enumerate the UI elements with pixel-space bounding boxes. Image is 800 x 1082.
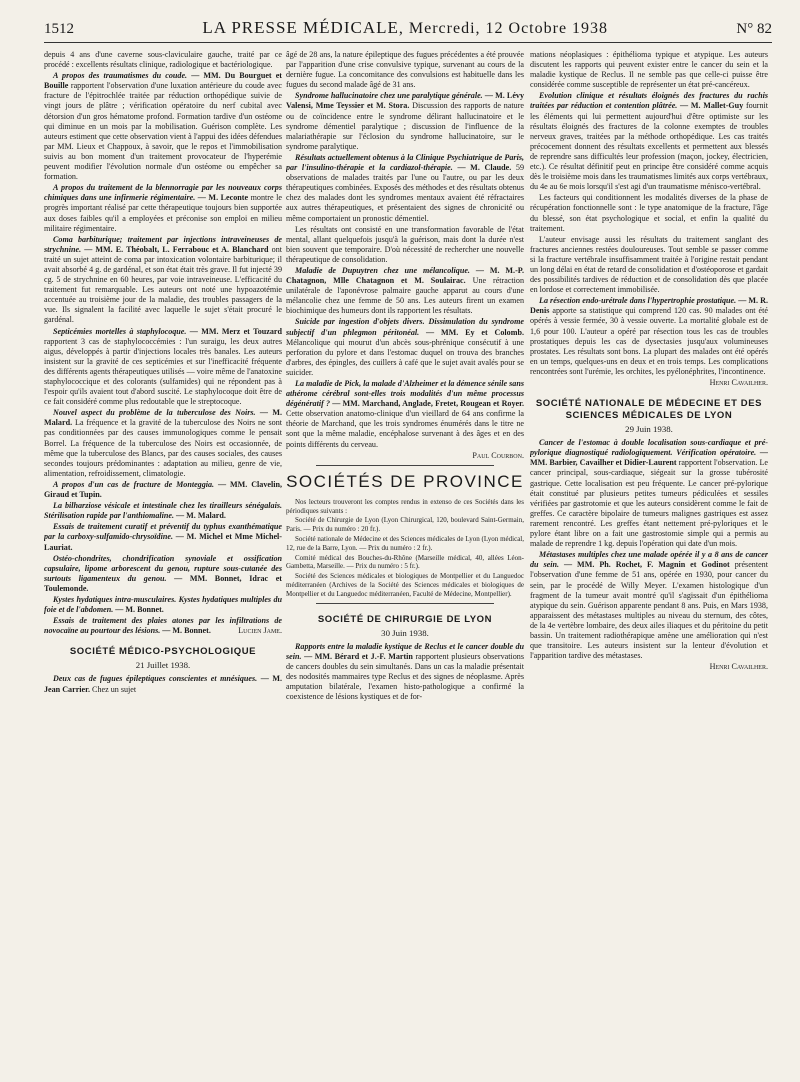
article: Ostéo-chondrites, chondrification synoviale et ossification capsulaire, lipome arborescent du genou, rupture sous-cutanée des surtouts ligamenteux du genou. — MM. Bonnet, Idrac et Toulemonde. (44, 553, 282, 593)
header-rule (44, 42, 772, 43)
periodical-item: Société de Chirurgie de Lyon (Lyon Chirurgical, 120, boulevard Saint-Germain, Paris. — Prix du numéro : 20 fr.). (286, 516, 524, 534)
section-title: SOCIÉTÉ DE CHIRURGIE DE LYON (317, 613, 493, 625)
paragraph: depuis 4 ans d'une caverne sous-claviculaire gauche, traité par ce procédé : excellents résultats clinique, radiologique et bactériologique. (44, 50, 282, 70)
signature: Lucien Jame. (238, 626, 282, 636)
signature: Henri Cavailher. (709, 378, 768, 387)
article: Septicémies mortelles à staphylocoque. — MM. Merz et Touzard rapportent 3 cas de staphylococcémies : l'un suraigu, les deux autres aigus, développés à partir d'injections locales très banales. Les auteurs insistent sur la gravité de ces septicémies et sur l'inefficacité fréquente des différents agents thérapeutiques utilisés — voire même de l'anatoxine staphylococcique et des colorants (sulfamides) qui ne répondent pas à l'espoir qu'ils avaient tout d'abord suscité. Le staphylocoque doit être de ce fait considéré comme plus redoutable que le streptocoque. (44, 326, 282, 407)
signature: Henri Cavailher. (709, 662, 768, 672)
article: Deux cas de fugues épileptiques conscientes et mnésiques. — M. Jean Carrier. Chez un sujet (44, 674, 282, 694)
province-intro: Nos lecteurs trouveront les comptes rendus in extenso de ces Sociétés dans les périodiques suivants : (286, 497, 524, 515)
article: A propos d'un cas de fracture de Monteggia. — MM. Clavelin, Giraud et Tupin. (44, 479, 282, 500)
article: La résection endo-urétrale dans l'hypertrophie prostatique. — M. R. Denis apporte sa statistique qui comprend 120 cas. 90 malades ont été opérés à vessie fermée, 30 à vessie ouverte. La mortalité globale est de 1,6 pour 100. L'auteur a opéré par résection tous les cas de troubles prostatiques depuis les cas de dysectasies jusqu'aux volumineuses prostates. Les résultats sont bons. La plupart des malades ont été opérés en un temps, quelques-uns en deux et en trois temps. Les complications rencontrées sont l'urémie, les orchites, les pyélonéphrites, l'incontinence. (530, 296, 768, 376)
separator (316, 603, 494, 604)
article: Nouvel aspect du problème de la tuberculose des Noirs. — M. Malard. La fréquence et la gravité de la tuberculose des Noirs ne sont pas conditionnées par des causes immunologiques comme le pensait Borrel. La fréquence de la tuberculose des Noirs est occasionnée, de même que la tuberculose des Blancs, par des causes sociales, des causes secondes toujours prédominantes : adaptation au milieu, genre de vie, alimentation, refroidissement, climatologie. (44, 408, 282, 478)
article: Métastases multiples chez une malade opérée il y a 8 ans de cancer du sein. — MM. Ph. Rochet, F. Magnin et Godinot présentent l'observation d'une femme de 51 ans, opérée en 1930, pour cancer du sein, par le procédé de Willy Meyer. L'examen histologique d'un fragment de la tumeur avait montré qu'il s'agissait d'un épithélioma atypique du sein. Guérison apparente pendant 8 ans. Puis, en Mars 1938, apparaissent des métastases multiples au niveau du sternum, des côtes, de la 4e vertèbre lombaire, des deux ailes iliaques et du péritoine du petit bassin. Un traitement radiothérapique amène une amélioration qui n'est que transitoire. Les auteurs insistent sur la lenteur d'évolution et l'apparition tardive des métastases. (530, 550, 768, 661)
article: Kystes hydatiques intra-musculaires. Kystes hydatiques multiples du foie et de l'abdomen. — M. Bonnet. (44, 594, 282, 615)
article: A propos des traumatismes du coude. — MM. Du Bourguet et Bouille rapportent l'observation d'une luxation antérieure du coude avec fracture de l'épitrochlée traitée par réduction orthopédique suivie de vingt jours de plâtre ; vérification opératoire du nerf cubital avec détorsion d'un gros hématome profond. Formation tardive d'un ostéome qui diminue en un mois par la mobilisation. Guérison complète. Les auteurs estiment que cette observation vient à l'appui des idées défendues par MM. Lieux et Chappoux, à savoir, que le repos et l'immobilisation suivis au bon moment d'un traitement provocateur de l'hyperémie peuvent modifier l'évolution normale d'un ostéome ou empêcher sa formation. (44, 71, 282, 182)
section-date: 30 Juin 1938. (381, 627, 429, 638)
issue-number: N° 82 (736, 21, 772, 37)
article: Evolution clinique et résultats éloignés des fractures du rachis traitées par réduction et contention plâtrée. — M. Mallet-Guy fournit les éléments qui lui permettent aujourd'hui d'être optimiste sur les résultats éloignés des fractures de la colonne exemptes de troubles nerveux graves, traitées par la méthode orthopédique. Les cas traités précocement donnent des résultats excellents et permettent aux blessés de reprendre sans difficultés leur profession (maçon, jockey, électricien, etc.). Ce résultat définitif peut en principe être considéré comme acquis dès le troisième mois dans les traumatismes limités aux corps vertébraux, du 4e au 6e mois lorsqu'il s'est agi d'un traumatisme ménisco-vertébral. (530, 91, 768, 192)
province-intro-block (286, 498, 524, 599)
article: Résultats actuellement obtenus à la Clinique Psychiatrique de Paris, par l'insulino-thérapie et la cardiazol-thérapie. — M. Claude. 59 observations de malades traités par l'une ou l'autre, ou par les deux thérapeutiques combinées. Exposés des méthodes et des résultats obtenus chez des malades dont les syndromes mentaux avaient été réfractaires aux autres thérapeutiques, et présentaient des signes de chronicité ou même comportaient un pronostic démentiel. (286, 152, 524, 223)
paragraph: âgé de 28 ans, la nature épileptique des fugues précédentes a été prouvée par l'apparition d'une crise convulsive typique, survenant au cours de la dernière fugue. La concomitance des convulsions est habituelle dans les fugues du second malade âgé de 31 ans. (286, 50, 524, 90)
article: A propos du traitement de la blennorragie par les nouveaux corps chimiques dans une infirmerie régimentaire. — M. Leconte montre le progrès important réalisé par cette thérapeutique toujours bien supportée aux doses faibles qu'il a employées et préconise son emploi en milieu militaire régimentaire. (44, 183, 282, 233)
paragraph: Les résultats ont consisté en une transformation favorable de l'état mental, allant quelquefois jusqu'à la guérison, mais dont la durée n'est bien souvent que temporaire. D'où nécessité de rechercher une nouvelle thérapeutique de consolidation. (286, 224, 524, 264)
periodical-item: Comité médical des Bouches-du-Rhône (Marseille médical, 40, allées Léon-Gambetta, Marseille. — Prix du numéro : 5 fr.). (286, 553, 524, 571)
paragraph: mations néoplasiques : épithélioma typique et atypique. Les auteurs discutent les rapports qui peuvent exister entre le cancer du sein et la maladie kystique de Reclus. Il ne semble pas que celle-ci puisse être considérée comme susceptible de représenter un état pré-cancéreux. (530, 50, 768, 90)
journal-title-line (202, 18, 608, 38)
separator (316, 465, 494, 466)
article: Coma barbiturique; traitement par injections intraveineuses de strychnine. — MM. E. Théobalt, L. Ferrabouc et A. Blanchard ont traité un sujet atteint de coma par intoxication volontaire barbiturique; il avait absorbé 4 g. de gardénal, et son état était très grave. Il fut injecté 39 cg. 5 de strychnine en 60 heures, par voie intraveineuse. L'efficacité du traitement fut remarquable. Les auteurs ont noté une hypoazotémie accentuée au troisième jour de la maladie, des troubles passagers de la vue. Ils signalent la facilité avec laquelle le sujet s'était procuré le gardénal. (44, 234, 282, 325)
article: La bilharziose vésicale et intestinale chez les tirailleurs sénégalais. Stérilisation rapide par l'anthiomaline. — M. Malard. (44, 501, 282, 521)
article: Syndrome hallucinatoire chez une paralytique générale. — M. Lévy Valensi, Mme Teyssier et M. Stora. Discussion des rapports de nature ou de coïncidence entre le syndrome délirant hallucinatoire et le syndrome démentiel paralytique ; discussion de l'influence de la malariathérapie sur l'éclosion du syndrome hallucinatoire, sur le syndrome paralytique. (286, 91, 524, 151)
column-1 (44, 50, 282, 1070)
issue-date: , Mercredi, 12 Octobre 1938 (398, 20, 609, 37)
page-number: 1512 (44, 21, 74, 37)
column-3 (530, 50, 768, 1070)
article: Essais de traitement curatif et préventif du typhus exanthématique par la carboxy-sulfamido-chrysoïdine. — M. Michel et Mme Michel-Lauriat. (44, 522, 282, 552)
section-date: 21 Juillet 1938. (135, 660, 191, 671)
article: Rapports entre la maladie kystique de Reclus et le cancer double du sein. — MM. Bérard et J.-F. Martin rapportent plusieurs observations de cancers doubles du sein simultanés. Dans un cas la maladie présentait des nodosités mammaires type Reclus et des signes de néoplasme. Après amputation bilatérale, l'examen histo-pathologique a confirmé la coexistence de lésions kystiques et de for- (286, 641, 524, 702)
section-date: 29 Juin 1938. (625, 424, 673, 435)
signature: Paul Courbon. (472, 450, 524, 460)
section-title: SOCIÉTÉ NATIONALE DE MÉDECINE ET DES SCIENCES MÉDICALES DE LYON (535, 398, 763, 422)
column-2 (286, 50, 524, 1070)
paragraph: Les facteurs qui conditionnent les modalités diverses de la phase de récupération fonctionnelle sont : le type anatomique de la fracture, l'âge du blessé, son état psychologique et social, et enfin la qualité du traitement. (530, 193, 768, 233)
article: Suicide par ingestion d'objets divers. Dissimulation du syndrome subjectif d'un phlegmon péritonéal. — MM. Ey et Colomb. Mélancolique qui mourut d'un abcès sous-phrénique consécutif à une perforation du pylore et dans l'estomac duquel on trouva des branches d'arbres, des épingles, des cuillers à café que le sujet avait avalés pour se suicider. (286, 317, 524, 377)
article: Essais de traitement des plaies atones par les infiltrations de novocaïne au pourtour des lésions. — M. Bonnet. Lucien Jame. (44, 616, 282, 636)
article: Cancer de l'estomac à double localisation sous-cardiaque et pré-pylorique diagnostiqué radiologiquement. Vérification opératoire. — MM. Barbier, Cavailher et Didier-Laurent rapportent l'observation. Le cancer principal, sous-cardiaque, siégeait sur la grosse tubérosité gastrique. Cette localisation est peu fréquente. Le cancer pré-pylorique était constitué par plusieurs petites tumeurs pédiculées et sessiles vérifiées par gastrotomie et que les auteurs considèrent comme le fait de greffes. Ce caractère bipolaire de tumeurs malignes gastriques est assez rarement rencontré. Les greffes étant nettement pré-pyloriques et le pylore étant libre on a fait une gastrostomie simple qui a permis au malade de reprendre 1 kg. depuis l'opération qui date d'un mois. (530, 438, 768, 549)
journal-title: LA PRESSE MÉDICALE (202, 18, 399, 37)
periodical-item: Société des Sciences médicales et biologiques de Montpellier et du Languedoc méditerranéen (Archives de la Société des Sciences médicales et biologiques de Montpellier et du Languedoc méditerranéen, Faculté de Médecine, Montpellier). (286, 572, 524, 598)
periodical-item: Société nationale de Médecine et des Sciences médicales de Lyon (Lyon médical, 12, rue de la Barre, Lyon. — Prix du numéro : 2 fr.). (286, 534, 524, 552)
province-section-title: SOCIÉTÉS DE PROVINCE (286, 471, 524, 491)
section-title: SOCIÉTÉ MÉDICO-PSYCHOLOGIQUE (69, 646, 257, 658)
article: Maladie de Dupuytren chez une mélancolique. — M. M.-P. Chatagnon, Mlle Chatagnon et M. Soulairac. Une rétraction unilatérale de l'aponévrose palmaire gauche apparut au cours d'une mélancolie chez une femme de 50 ans. Les auteurs firent un examen biochimique des humeurs dont ils rapportent les résultats. (286, 265, 524, 316)
article: La maladie de Pick, la malade d'Alzheimer et la démence sénile sans athérome cérébral sont-elles trois modalités d'un même processus dégénératif ? — MM. Marchand, Anglade, Fretet, Rougean et Royer. Cette observation anatomo-clinique d'un vieillard de 64 ans confirme la théorie de Marchand, que les trois syndromes énumérés dans le titre ne sont que la même maladie, encéphalose survenant à des âges et en des points différents du cerveau. (286, 379, 524, 449)
page-header (44, 18, 772, 40)
paragraph: L'auteur envisage aussi les résultats du traitement sanglant des fractures anciennes restées douloureuses. Tout semble se passer comme si la fracture vertébrale insuffisamment traitée à l'origine restait pendant un long délai en état de retard de consolidation et d'ostéoporose et gardait des possibilités tardives de réduction et de consolidation dès que placée en lordose et correctement immobilisée. (530, 234, 768, 295)
